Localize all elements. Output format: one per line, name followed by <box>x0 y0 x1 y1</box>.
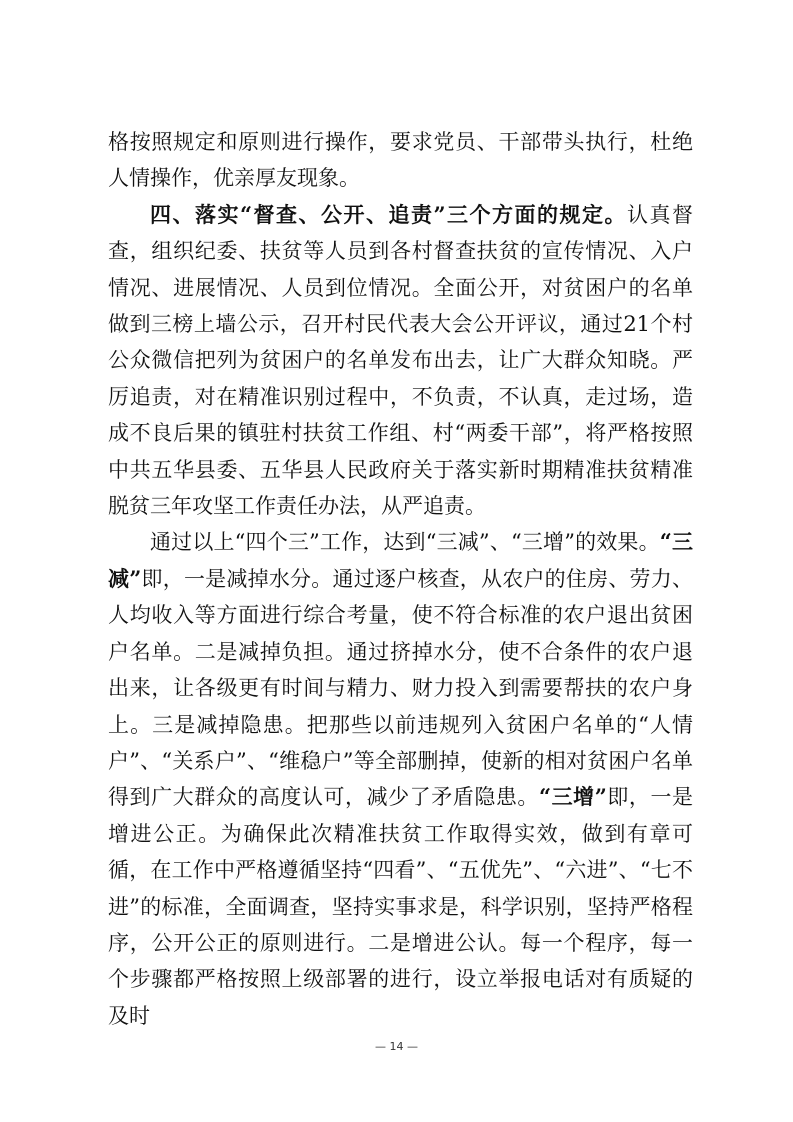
section-heading: 四、落实“督查、公开、追责”三个方面的规定。 <box>150 201 627 227</box>
page-number: — 14 — <box>375 1040 418 1053</box>
term-three-reductions: “三减” <box>108 529 693 591</box>
paragraph-text: 认真督查，组织纪委、扶贫等人员到各村督查扶贫的宣传情况、入户情况、进展情况、人员到位情况。全面公开，对贫困户的名单做到三榜上墙公示，召开村民代表大会公开评议，通过21个村公众微信把列为贫困户的名单发布出去，让广大群众知晓。严厉追责，对在精准识别过程中，不负责，不认真，走过场，造成不良后果的镇驻村扶贫工作组、村“两委干部”，将严格按照中共五华县委、五华县人民政府关于落实新时期精准扶贫精准脱贫三年攻坚工作责任办法，从严追责。 <box>108 202 693 519</box>
paragraph-text: 格按照规定和原则进行操作，要求党员、干部带头执行，杜绝人情操作，优亲厚友现象。 <box>108 130 693 191</box>
paragraph-text: 即，一是增进公正。为确保此次精准扶贫工作取得实效，做到有章可循，在工作中严格遵循坚持“四看”、“五优先”、“六进”、“七不进”的标准，全面调查，坚持实事求是，科学识别，坚持严格程序，公开公正的原则进行。二是增进公认。每一个程序，每一个步骤都严格按照上级部署的进行，设立举报电话对有质疑的及时 <box>108 785 693 1028</box>
term-three-increases: “三增” <box>538 784 607 810</box>
body-text <box>108 124 693 1034</box>
paragraph-continuation <box>108 124 693 197</box>
paragraph-text: 即，一是减掉水分。通过逐户核查，从农户的住房、劳力、人均收入等方面进行综合考量，使不符合标准的农户退出贫困户名单。二是减掉负担。通过挤掉水分，使不合条件的农户退出来，让各级更有时间与精力、财力投入到需要帮扶的农户身上。三是减掉隐患。把那些以前违规列入贫困户名单的“人情户”、“关系户”、“维稳户”等全部删掉，使新的相对贫困户名单得到广大群众的高度认可，减少了矛盾隐患。 <box>108 566 693 810</box>
paragraph-results <box>108 524 693 1034</box>
paragraph-intro: 通过以上“四个三”工作，达到“三减”、“三增”的效果。 <box>150 530 660 555</box>
paragraph-four-requirements <box>108 197 693 525</box>
